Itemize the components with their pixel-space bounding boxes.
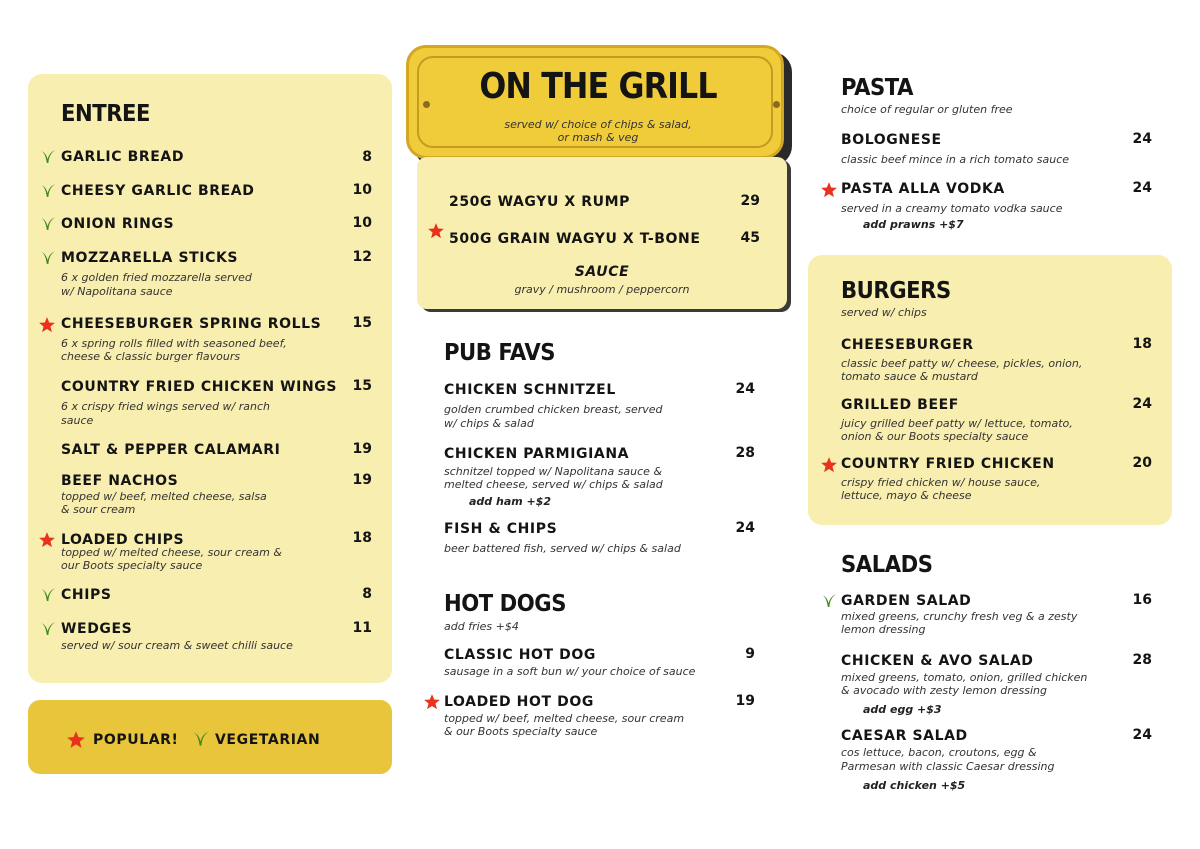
item-description: & our Boots specialty sauce: [444, 725, 598, 738]
item-description: & avocado with zesty lemon dressing: [841, 684, 1047, 697]
hot-dogs-heading: HOT DOGS: [444, 591, 566, 617]
item-description: schnitzel topped w/ Napolitana sauce &: [444, 465, 663, 478]
menu-item-chips: CHIPS: [61, 587, 112, 603]
item-description: tomato sauce & mustard: [841, 370, 978, 383]
item-price: 16: [1132, 592, 1152, 608]
item-price: 24: [1132, 727, 1152, 743]
item-price: 29: [740, 193, 760, 209]
menu-item-country-fried-chicken: COUNTRY FRIED CHICKEN: [841, 456, 1055, 472]
item-description: classic beef mince in a rich tomato sauce: [841, 153, 1070, 166]
vegetarian-leaf-icon: [39, 148, 57, 166]
item-description: our Boots specialty sauce: [61, 559, 203, 572]
menu-item-grilled-beef: GRILLED BEEF: [841, 397, 959, 413]
item-description: cos lettuce, bacon, croutons, egg &: [841, 746, 1037, 759]
item-price: 11: [352, 620, 372, 636]
item-addon: add ham +$2: [469, 495, 552, 508]
salads-heading: SALADS: [841, 552, 933, 578]
menu-item-mozzarella-sticks: MOZZARELLA STICKS: [61, 250, 239, 266]
item-description: lettuce, mayo & cheese: [841, 489, 972, 502]
item-description: mixed greens, crunchy fresh veg & a zesty: [841, 610, 1078, 623]
item-description: served in a creamy tomato vodka sauce: [841, 202, 1063, 215]
item-price: 10: [352, 182, 372, 198]
item-addon: add prawns +$7: [863, 218, 964, 231]
popular-star-icon: [423, 693, 441, 711]
item-description: cheese & classic burger flavours: [61, 350, 241, 363]
item-description: crispy fried chicken w/ house sauce,: [841, 476, 1041, 489]
item-description: w/ chips & salad: [444, 417, 534, 430]
item-description: topped w/ beef, melted cheese, sour cream: [444, 712, 685, 725]
popular-star-icon: [820, 456, 838, 474]
menu-item-cheeseburger-spring-rolls: CHEESEBURGER SPRING ROLLS: [61, 316, 322, 332]
item-price: 45: [740, 230, 760, 246]
item-description: classic beef patty w/ cheese, pickles, onion,: [841, 357, 1083, 370]
item-price: 15: [352, 315, 372, 331]
item-price: 9: [745, 646, 755, 662]
vegetarian-leaf-icon: [39, 182, 57, 200]
vegetarian-leaf-icon: [39, 586, 57, 604]
item-description: 6 x spring rolls filled with seasoned beef,: [61, 337, 287, 350]
menu-item-loaded-chips: LOADED CHIPS: [61, 532, 185, 548]
grill-subtitle: served w/ choice of chips & salad,: [504, 118, 692, 131]
menu-item-classic-hot-dog: CLASSIC HOT DOG: [444, 647, 596, 663]
menu-item-wagyu-t-bone: 500G GRAIN WAGYU X T-BONE: [449, 231, 701, 247]
item-description: mixed greens, tomato, onion, grilled chicken: [841, 671, 1088, 684]
item-description: topped w/ melted cheese, sour cream &: [61, 546, 282, 559]
item-addon: add chicken +$5: [863, 779, 966, 792]
item-description: Parmesan with classic Caesar dressing: [841, 760, 1055, 773]
item-price: 18: [1132, 336, 1152, 352]
menu-item-chicken-avo-salad: CHICKEN & AVO SALAD: [841, 653, 1034, 669]
legend-popular-label: POPULAR!: [93, 732, 179, 748]
menu-item-cheeseburger: CHEESEBURGER: [841, 337, 974, 353]
popular-star-icon: [66, 730, 86, 750]
item-price: 24: [735, 381, 755, 397]
menu-item-wagyu-rump: 250G WAGYU X RUMP: [449, 194, 631, 210]
sauce-heading: SAUCE: [574, 264, 630, 280]
item-addon: add egg +$3: [863, 703, 942, 716]
pasta-subtitle: choice of regular or gluten free: [841, 103, 1013, 116]
burgers-subtitle: served w/ chips: [841, 306, 927, 319]
item-description: sausage in a soft bun w/ your choice of sauce: [444, 665, 696, 678]
item-description: lemon dressing: [841, 623, 926, 636]
legend-box: [28, 700, 392, 774]
vegetarian-leaf-icon: [191, 729, 211, 749]
item-description: sauce: [61, 414, 94, 427]
menu-item-salt-pepper-calamari: SALT & PEPPER CALAMARI: [61, 442, 281, 458]
menu-item-onion-rings: ONION RINGS: [61, 216, 175, 232]
vegetarian-leaf-icon: [39, 215, 57, 233]
legend-vegetarian-label: VEGETARIAN: [215, 732, 321, 748]
item-description: w/ Napolitana sauce: [61, 285, 173, 298]
grill-heading: ON THE GRILL: [479, 66, 717, 107]
menu-item-garden-salad: GARDEN SALAD: [841, 593, 972, 609]
item-description: onion & our Boots specialty sauce: [841, 430, 1029, 443]
item-price: 28: [735, 445, 755, 461]
menu-item-pasta-alla-vodka: PASTA ALLA VODKA: [841, 181, 1005, 197]
item-price: 24: [1132, 131, 1152, 147]
item-description: 6 x golden fried mozzarella served: [61, 271, 252, 284]
item-description: topped w/ beef, melted cheese, salsa: [61, 490, 267, 503]
vegetarian-leaf-icon: [39, 249, 57, 267]
vegetarian-leaf-icon: [820, 592, 838, 610]
item-description: served w/ sour cream & sweet chilli sauce: [61, 639, 293, 652]
item-price: 12: [352, 249, 372, 265]
item-description: & sour cream: [61, 503, 136, 516]
menu-item-wedges: WEDGES: [61, 621, 133, 637]
item-price: 24: [1132, 180, 1152, 196]
item-price: 8: [362, 149, 372, 165]
item-price: 10: [352, 215, 372, 231]
item-price: 19: [352, 441, 372, 457]
item-price: 24: [1132, 396, 1152, 412]
item-price: 8: [362, 586, 372, 602]
item-description: beer battered fish, served w/ chips & salad: [444, 542, 681, 555]
menu-item-country-fried-chicken-wings: COUNTRY FRIED CHICKEN WINGS: [61, 379, 338, 395]
grill-subtitle: or mash & veg: [557, 131, 639, 144]
menu-item-garlic-bread: GARLIC BREAD: [61, 149, 185, 165]
item-price: 15: [352, 378, 372, 394]
item-description: juicy grilled beef patty w/ lettuce, tomato,: [841, 417, 1073, 430]
item-price: 28: [1132, 652, 1152, 668]
pasta-heading: PASTA: [841, 75, 914, 101]
hot-dogs-subtitle: add fries +$4: [444, 620, 519, 633]
menu-item-fish-chips: FISH & CHIPS: [444, 521, 558, 537]
item-description: melted cheese, served w/ chips & salad: [444, 478, 663, 491]
popular-star-icon: [38, 531, 56, 549]
item-price: 20: [1132, 455, 1152, 471]
item-price: 24: [735, 520, 755, 536]
popular-star-icon: [820, 181, 838, 199]
menu-item-caesar-salad: CAESAR SALAD: [841, 728, 968, 744]
entree-heading: ENTREE: [61, 101, 151, 127]
menu-item-beef-nachos: BEEF NACHOS: [61, 473, 179, 489]
grill-sign: [406, 45, 784, 159]
item-price: 19: [352, 472, 372, 488]
popular-star-icon: [38, 316, 56, 334]
burgers-heading: BURGERS: [841, 278, 951, 304]
vegetarian-leaf-icon: [39, 620, 57, 638]
menu-item-bolognese: BOLOGNESE: [841, 132, 942, 148]
item-price: 19: [735, 693, 755, 709]
rivet-icon: [773, 101, 780, 108]
rivet-icon: [423, 101, 430, 108]
popular-star-icon: [427, 222, 445, 240]
pub-favs-heading: PUB FAVS: [444, 340, 556, 366]
menu-item-cheesy-garlic-bread: CHEESY GARLIC BREAD: [61, 183, 255, 199]
menu-item-chicken-schnitzel: CHICKEN SCHNITZEL: [444, 382, 616, 398]
menu-item-chicken-parmigiana: CHICKEN PARMIGIANA: [444, 446, 630, 462]
sauce-options: gravy / mushroom / peppercorn: [514, 283, 690, 296]
item-price: 18: [352, 530, 372, 546]
item-description: golden crumbed chicken breast, served: [444, 403, 663, 416]
item-description: 6 x crispy fried wings served w/ ranch: [61, 400, 271, 413]
menu-item-loaded-hot-dog: LOADED HOT DOG: [444, 694, 594, 710]
